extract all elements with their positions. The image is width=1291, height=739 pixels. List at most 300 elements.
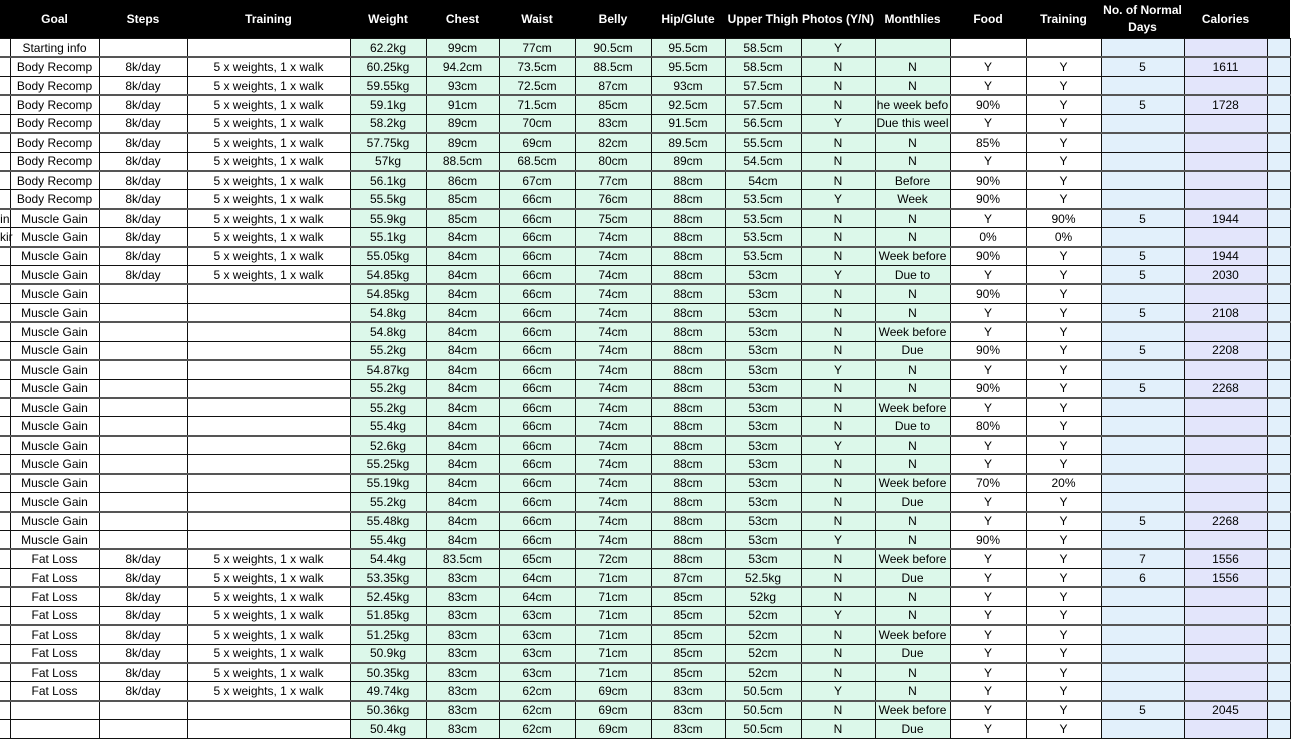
cell-calories[interactable] bbox=[1184, 417, 1267, 436]
cell-steps[interactable]: 8k/day bbox=[99, 171, 187, 190]
cell-training-adherence[interactable]: 0% bbox=[1026, 228, 1101, 247]
cell-upper-thigh[interactable]: 53cm bbox=[725, 303, 801, 322]
cell-hip-glute[interactable]: 83cm bbox=[651, 682, 725, 701]
cell-goal[interactable] bbox=[10, 720, 99, 738]
cell-belly[interactable]: 71cm bbox=[575, 663, 651, 682]
cell-monthlies[interactable]: N bbox=[875, 284, 950, 303]
cell-hip-glute[interactable]: 83cm bbox=[651, 720, 725, 738]
cell-steps[interactable]: 8k/day bbox=[99, 209, 187, 228]
cell-training[interactable] bbox=[187, 398, 350, 417]
cell-waist[interactable]: 66cm bbox=[499, 360, 575, 379]
cell-chest[interactable]: 85cm bbox=[426, 209, 499, 228]
cell-chest[interactable]: 84cm bbox=[426, 398, 499, 417]
cell-photos[interactable]: N bbox=[801, 417, 875, 436]
cell-training-adherence[interactable]: Y bbox=[1026, 360, 1101, 379]
cell-training[interactable] bbox=[187, 303, 350, 322]
cell-waist[interactable]: 62cm bbox=[499, 682, 575, 701]
cell-goal[interactable]: Fat Loss bbox=[10, 644, 99, 663]
cell-photos[interactable]: N bbox=[801, 568, 875, 587]
cell-extra[interactable] bbox=[1267, 530, 1290, 549]
cell-weight[interactable]: 55.4kg bbox=[350, 417, 426, 436]
cell-chest[interactable]: 84cm bbox=[426, 303, 499, 322]
cell-training-adherence[interactable]: Y bbox=[1026, 171, 1101, 190]
cell-row-marker[interactable] bbox=[0, 322, 10, 341]
cell-normal-days[interactable]: 7 bbox=[1101, 549, 1184, 568]
cell-steps[interactable]: 8k/day bbox=[99, 114, 187, 133]
cell-upper-thigh[interactable]: 53cm bbox=[725, 549, 801, 568]
cell-extra[interactable] bbox=[1267, 493, 1290, 512]
cell-extra[interactable] bbox=[1267, 266, 1290, 285]
cell-hip-glute[interactable]: 88cm bbox=[651, 228, 725, 247]
cell-chest[interactable]: 83cm bbox=[426, 720, 499, 738]
cell-weight[interactable]: 52.45kg bbox=[350, 587, 426, 606]
cell-food[interactable]: Y bbox=[950, 303, 1026, 322]
cell-extra[interactable] bbox=[1267, 95, 1290, 114]
cell-steps[interactable] bbox=[99, 720, 187, 738]
cell-extra[interactable] bbox=[1267, 625, 1290, 644]
cell-calories[interactable] bbox=[1184, 190, 1267, 209]
cell-hip-glute[interactable]: 88cm bbox=[651, 512, 725, 531]
cell-belly[interactable]: 82cm bbox=[575, 133, 651, 152]
cell-training-adherence[interactable]: Y bbox=[1026, 587, 1101, 606]
cell-monthlies[interactable]: Week before bbox=[875, 322, 950, 341]
cell-chest[interactable]: 84cm bbox=[426, 530, 499, 549]
cell-waist[interactable]: 62cm bbox=[499, 701, 575, 720]
cell-hip-glute[interactable]: 88cm bbox=[651, 360, 725, 379]
cell-belly[interactable]: 74cm bbox=[575, 247, 651, 266]
cell-food[interactable]: Y bbox=[950, 663, 1026, 682]
cell-extra[interactable] bbox=[1267, 436, 1290, 455]
cell-extra[interactable] bbox=[1267, 682, 1290, 701]
cell-monthlies[interactable]: N bbox=[875, 152, 950, 171]
cell-normal-days[interactable]: 5 bbox=[1101, 57, 1184, 76]
cell-food[interactable]: Y bbox=[950, 57, 1026, 76]
cell-steps[interactable]: 8k/day bbox=[99, 190, 187, 209]
cell-hip-glute[interactable]: 88cm bbox=[651, 247, 725, 266]
cell-extra[interactable] bbox=[1267, 303, 1290, 322]
cell-weight[interactable]: 50.35kg bbox=[350, 663, 426, 682]
cell-steps[interactable] bbox=[99, 512, 187, 531]
cell-photos[interactable]: N bbox=[801, 228, 875, 247]
cell-normal-days[interactable] bbox=[1101, 228, 1184, 247]
column-header-training-adherence[interactable]: Training bbox=[1026, 0, 1101, 39]
column-header-training[interactable]: Training bbox=[187, 0, 350, 39]
cell-extra[interactable] bbox=[1267, 57, 1290, 76]
cell-weight[interactable]: 55.25kg bbox=[350, 455, 426, 474]
cell-photos[interactable]: N bbox=[801, 152, 875, 171]
cell-normal-days[interactable]: 6 bbox=[1101, 568, 1184, 587]
cell-belly[interactable]: 74cm bbox=[575, 266, 651, 285]
cell-weight[interactable]: 51.85kg bbox=[350, 606, 426, 625]
cell-calories[interactable] bbox=[1184, 133, 1267, 152]
cell-hip-glute[interactable]: 95.5cm bbox=[651, 39, 725, 58]
cell-weight[interactable]: 51.25kg bbox=[350, 625, 426, 644]
cell-monthlies[interactable]: N bbox=[875, 228, 950, 247]
cell-chest[interactable]: 85cm bbox=[426, 190, 499, 209]
cell-photos[interactable]: N bbox=[801, 493, 875, 512]
cell-photos[interactable]: Y bbox=[801, 530, 875, 549]
cell-waist[interactable]: 66cm bbox=[499, 530, 575, 549]
cell-extra[interactable] bbox=[1267, 76, 1290, 95]
cell-upper-thigh[interactable]: 54cm bbox=[725, 171, 801, 190]
cell-chest[interactable]: 99cm bbox=[426, 39, 499, 58]
cell-goal[interactable]: Fat Loss bbox=[10, 663, 99, 682]
cell-goal[interactable]: Body Recomp bbox=[10, 190, 99, 209]
cell-weight[interactable]: 54.85kg bbox=[350, 266, 426, 285]
cell-calories[interactable]: 1944 bbox=[1184, 247, 1267, 266]
column-header-food[interactable]: Food bbox=[950, 0, 1026, 39]
cell-training-adherence[interactable]: Y bbox=[1026, 266, 1101, 285]
cell-food[interactable]: Y bbox=[950, 720, 1026, 738]
cell-goal[interactable]: Body Recomp bbox=[10, 57, 99, 76]
cell-monthlies[interactable]: Due bbox=[875, 720, 950, 738]
cell-training-adherence[interactable]: Y bbox=[1026, 530, 1101, 549]
cell-training-adherence[interactable]: Y bbox=[1026, 398, 1101, 417]
cell-calories[interactable] bbox=[1184, 720, 1267, 738]
cell-waist[interactable]: 66cm bbox=[499, 209, 575, 228]
cell-photos[interactable]: N bbox=[801, 379, 875, 398]
cell-upper-thigh[interactable]: 53cm bbox=[725, 417, 801, 436]
cell-training[interactable]: 5 x weights, 1 x walk bbox=[187, 549, 350, 568]
cell-chest[interactable]: 84cm bbox=[426, 247, 499, 266]
cell-calories[interactable]: 1728 bbox=[1184, 95, 1267, 114]
cell-belly[interactable]: 74cm bbox=[575, 474, 651, 493]
cell-calories[interactable] bbox=[1184, 39, 1267, 58]
cell-photos[interactable]: N bbox=[801, 398, 875, 417]
cell-photos[interactable]: N bbox=[801, 549, 875, 568]
cell-steps[interactable]: 8k/day bbox=[99, 587, 187, 606]
cell-food[interactable]: Y bbox=[950, 436, 1026, 455]
cell-upper-thigh[interactable]: 56.5cm bbox=[725, 114, 801, 133]
cell-extra[interactable] bbox=[1267, 171, 1290, 190]
cell-extra[interactable] bbox=[1267, 379, 1290, 398]
cell-belly[interactable]: 72cm bbox=[575, 549, 651, 568]
cell-food[interactable]: Y bbox=[950, 114, 1026, 133]
cell-hip-glute[interactable]: 95.5cm bbox=[651, 57, 725, 76]
cell-waist[interactable]: 66cm bbox=[499, 474, 575, 493]
cell-upper-thigh[interactable]: 54.5cm bbox=[725, 152, 801, 171]
cell-steps[interactable]: 8k/day bbox=[99, 625, 187, 644]
cell-calories[interactable] bbox=[1184, 360, 1267, 379]
cell-chest[interactable]: 84cm bbox=[426, 322, 499, 341]
cell-training-adherence[interactable]: Y bbox=[1026, 493, 1101, 512]
cell-normal-days[interactable]: 5 bbox=[1101, 512, 1184, 531]
cell-food[interactable]: 90% bbox=[950, 171, 1026, 190]
cell-chest[interactable]: 84cm bbox=[426, 266, 499, 285]
cell-monthlies[interactable]: N bbox=[875, 436, 950, 455]
cell-photos[interactable]: N bbox=[801, 284, 875, 303]
cell-belly[interactable]: 74cm bbox=[575, 417, 651, 436]
cell-calories[interactable] bbox=[1184, 228, 1267, 247]
cell-goal[interactable]: Fat Loss bbox=[10, 682, 99, 701]
cell-weight[interactable]: 55.2kg bbox=[350, 379, 426, 398]
cell-calories[interactable] bbox=[1184, 493, 1267, 512]
cell-goal[interactable]: Body Recomp bbox=[10, 171, 99, 190]
cell-belly[interactable]: 74cm bbox=[575, 228, 651, 247]
cell-belly[interactable]: 74cm bbox=[575, 360, 651, 379]
cell-weight[interactable]: 53.35kg bbox=[350, 568, 426, 587]
cell-monthlies[interactable]: Before bbox=[875, 171, 950, 190]
cell-hip-glute[interactable]: 88cm bbox=[651, 209, 725, 228]
cell-training[interactable]: 5 x weights, 1 x walk bbox=[187, 209, 350, 228]
cell-hip-glute[interactable]: 89cm bbox=[651, 152, 725, 171]
cell-training[interactable]: 5 x weights, 1 x walk bbox=[187, 228, 350, 247]
column-header-chest[interactable]: Chest bbox=[426, 0, 499, 39]
cell-hip-glute[interactable]: 88cm bbox=[651, 530, 725, 549]
cell-food[interactable] bbox=[950, 39, 1026, 58]
cell-waist[interactable]: 66cm bbox=[499, 266, 575, 285]
cell-training-adherence[interactable]: Y bbox=[1026, 682, 1101, 701]
cell-hip-glute[interactable]: 88cm bbox=[651, 303, 725, 322]
cell-training-adherence[interactable]: Y bbox=[1026, 701, 1101, 720]
cell-belly[interactable]: 71cm bbox=[575, 568, 651, 587]
cell-food[interactable]: Y bbox=[950, 644, 1026, 663]
cell-waist[interactable]: 66cm bbox=[499, 228, 575, 247]
cell-row-marker[interactable] bbox=[0, 493, 10, 512]
cell-waist[interactable]: 66cm bbox=[499, 190, 575, 209]
cell-steps[interactable] bbox=[99, 379, 187, 398]
cell-normal-days[interactable] bbox=[1101, 606, 1184, 625]
cell-row-marker[interactable] bbox=[0, 568, 10, 587]
cell-goal[interactable]: Body Recomp bbox=[10, 114, 99, 133]
cell-weight[interactable]: 54.87kg bbox=[350, 360, 426, 379]
cell-training-adherence[interactable]: Y bbox=[1026, 720, 1101, 738]
cell-extra[interactable] bbox=[1267, 606, 1290, 625]
cell-belly[interactable]: 74cm bbox=[575, 455, 651, 474]
cell-training-adherence[interactable] bbox=[1026, 39, 1101, 58]
cell-monthlies[interactable]: Week before bbox=[875, 398, 950, 417]
cell-hip-glute[interactable]: 85cm bbox=[651, 644, 725, 663]
cell-row-marker[interactable] bbox=[0, 247, 10, 266]
cell-monthlies[interactable]: Week before bbox=[875, 701, 950, 720]
cell-row-marker[interactable] bbox=[0, 398, 10, 417]
cell-training-adherence[interactable]: Y bbox=[1026, 455, 1101, 474]
cell-waist[interactable]: 77cm bbox=[499, 39, 575, 58]
cell-steps[interactable]: 8k/day bbox=[99, 644, 187, 663]
cell-upper-thigh[interactable]: 53cm bbox=[725, 322, 801, 341]
cell-belly[interactable]: 77cm bbox=[575, 171, 651, 190]
cell-steps[interactable]: 8k/day bbox=[99, 133, 187, 152]
cell-food[interactable]: Y bbox=[950, 568, 1026, 587]
cell-belly[interactable]: 74cm bbox=[575, 284, 651, 303]
cell-photos[interactable]: Y bbox=[801, 114, 875, 133]
cell-normal-days[interactable]: 5 bbox=[1101, 247, 1184, 266]
cell-goal[interactable]: Fat Loss bbox=[10, 549, 99, 568]
cell-belly[interactable]: 71cm bbox=[575, 587, 651, 606]
cell-training-adherence[interactable]: Y bbox=[1026, 606, 1101, 625]
cell-waist[interactable]: 63cm bbox=[499, 625, 575, 644]
cell-upper-thigh[interactable]: 53cm bbox=[725, 455, 801, 474]
cell-training[interactable]: 5 x weights, 1 x walk bbox=[187, 587, 350, 606]
cell-belly[interactable]: 85cm bbox=[575, 95, 651, 114]
cell-steps[interactable] bbox=[99, 493, 187, 512]
cell-calories[interactable] bbox=[1184, 625, 1267, 644]
cell-weight[interactable]: 57.75kg bbox=[350, 133, 426, 152]
cell-extra[interactable] bbox=[1267, 133, 1290, 152]
cell-chest[interactable]: 93cm bbox=[426, 76, 499, 95]
cell-waist[interactable]: 66cm bbox=[499, 493, 575, 512]
cell-row-marker[interactable] bbox=[0, 436, 10, 455]
cell-row-marker[interactable] bbox=[0, 76, 10, 95]
cell-row-marker[interactable] bbox=[0, 549, 10, 568]
cell-chest[interactable]: 83cm bbox=[426, 568, 499, 587]
cell-waist[interactable]: 66cm bbox=[499, 455, 575, 474]
cell-normal-days[interactable] bbox=[1101, 625, 1184, 644]
cell-row-marker[interactable] bbox=[0, 530, 10, 549]
cell-upper-thigh[interactable]: 53cm bbox=[725, 398, 801, 417]
cell-row-marker[interactable] bbox=[0, 284, 10, 303]
cell-training-adherence[interactable]: Y bbox=[1026, 379, 1101, 398]
cell-training[interactable] bbox=[187, 720, 350, 738]
cell-monthlies[interactable]: Due bbox=[875, 341, 950, 360]
cell-waist[interactable]: 71.5cm bbox=[499, 95, 575, 114]
cell-belly[interactable]: 69cm bbox=[575, 720, 651, 738]
cell-hip-glute[interactable]: 88cm bbox=[651, 455, 725, 474]
cell-normal-days[interactable] bbox=[1101, 644, 1184, 663]
cell-extra[interactable] bbox=[1267, 663, 1290, 682]
cell-steps[interactable]: 8k/day bbox=[99, 568, 187, 587]
cell-normal-days[interactable] bbox=[1101, 284, 1184, 303]
cell-photos[interactable]: N bbox=[801, 512, 875, 531]
column-header-weight[interactable]: Weight bbox=[350, 0, 426, 39]
cell-training-adherence[interactable]: Y bbox=[1026, 152, 1101, 171]
cell-weight[interactable]: 50.4kg bbox=[350, 720, 426, 738]
cell-normal-days[interactable] bbox=[1101, 76, 1184, 95]
cell-training-adherence[interactable]: Y bbox=[1026, 322, 1101, 341]
column-header-normal-days[interactable]: No. of Normal Days bbox=[1101, 0, 1184, 39]
column-header-calories[interactable]: Calories bbox=[1184, 0, 1267, 39]
cell-monthlies[interactable]: Due this weel bbox=[875, 114, 950, 133]
column-header-upper-thigh[interactable]: Upper Thigh bbox=[725, 0, 801, 39]
cell-extra[interactable] bbox=[1267, 644, 1290, 663]
cell-photos[interactable]: N bbox=[801, 303, 875, 322]
cell-extra[interactable] bbox=[1267, 284, 1290, 303]
cell-training-adherence[interactable]: Y bbox=[1026, 549, 1101, 568]
cell-row-marker[interactable] bbox=[0, 379, 10, 398]
cell-upper-thigh[interactable]: 52.5kg bbox=[725, 568, 801, 587]
cell-steps[interactable] bbox=[99, 455, 187, 474]
cell-chest[interactable]: 84cm bbox=[426, 512, 499, 531]
cell-food[interactable]: Y bbox=[950, 209, 1026, 228]
cell-row-marker[interactable] bbox=[0, 455, 10, 474]
cell-monthlies[interactable]: he week befo bbox=[875, 95, 950, 114]
cell-upper-thigh[interactable]: 57.5cm bbox=[725, 95, 801, 114]
cell-upper-thigh[interactable]: 53cm bbox=[725, 379, 801, 398]
cell-hip-glute[interactable]: 88cm bbox=[651, 190, 725, 209]
cell-hip-glute[interactable]: 83cm bbox=[651, 701, 725, 720]
cell-food[interactable]: Y bbox=[950, 455, 1026, 474]
cell-weight[interactable]: 55.5kg bbox=[350, 190, 426, 209]
cell-photos[interactable]: N bbox=[801, 720, 875, 738]
cell-row-marker[interactable] bbox=[0, 95, 10, 114]
cell-training-adherence[interactable]: Y bbox=[1026, 625, 1101, 644]
cell-row-marker[interactable] bbox=[0, 512, 10, 531]
cell-upper-thigh[interactable]: 58.5cm bbox=[725, 39, 801, 58]
cell-belly[interactable]: 83cm bbox=[575, 114, 651, 133]
cell-calories[interactable]: 2045 bbox=[1184, 701, 1267, 720]
cell-waist[interactable]: 65cm bbox=[499, 549, 575, 568]
cell-extra[interactable] bbox=[1267, 341, 1290, 360]
cell-monthlies[interactable] bbox=[875, 39, 950, 58]
cell-chest[interactable]: 83cm bbox=[426, 644, 499, 663]
cell-belly[interactable]: 74cm bbox=[575, 530, 651, 549]
cell-training[interactable]: 5 x weights, 1 x walk bbox=[187, 133, 350, 152]
cell-goal[interactable]: Muscle Gain bbox=[10, 379, 99, 398]
cell-chest[interactable]: 89cm bbox=[426, 114, 499, 133]
cell-upper-thigh[interactable]: 53cm bbox=[725, 284, 801, 303]
cell-row-marker[interactable] bbox=[0, 606, 10, 625]
cell-waist[interactable]: 66cm bbox=[499, 247, 575, 266]
cell-weight[interactable]: 57kg bbox=[350, 152, 426, 171]
cell-goal[interactable]: Body Recomp bbox=[10, 76, 99, 95]
cell-extra[interactable] bbox=[1267, 701, 1290, 720]
cell-photos[interactable]: Y bbox=[801, 266, 875, 285]
cell-waist[interactable]: 63cm bbox=[499, 663, 575, 682]
column-header-photos[interactable]: Photos (Y/N) bbox=[801, 0, 875, 39]
cell-waist[interactable]: 66cm bbox=[499, 379, 575, 398]
cell-waist[interactable]: 66cm bbox=[499, 417, 575, 436]
cell-steps[interactable] bbox=[99, 284, 187, 303]
cell-belly[interactable]: 80cm bbox=[575, 152, 651, 171]
cell-photos[interactable]: Y bbox=[801, 436, 875, 455]
cell-chest[interactable]: 84cm bbox=[426, 341, 499, 360]
cell-training[interactable] bbox=[187, 455, 350, 474]
cell-steps[interactable]: 8k/day bbox=[99, 606, 187, 625]
cell-food[interactable]: 90% bbox=[950, 247, 1026, 266]
cell-hip-glute[interactable]: 88cm bbox=[651, 322, 725, 341]
cell-upper-thigh[interactable]: 58.5cm bbox=[725, 57, 801, 76]
cell-normal-days[interactable]: 5 bbox=[1101, 209, 1184, 228]
cell-monthlies[interactable]: N bbox=[875, 455, 950, 474]
cell-upper-thigh[interactable]: 53.5cm bbox=[725, 209, 801, 228]
cell-normal-days[interactable] bbox=[1101, 720, 1184, 738]
cell-steps[interactable]: 8k/day bbox=[99, 549, 187, 568]
cell-hip-glute[interactable]: 88cm bbox=[651, 436, 725, 455]
cell-normal-days[interactable] bbox=[1101, 530, 1184, 549]
cell-training[interactable] bbox=[187, 379, 350, 398]
cell-upper-thigh[interactable]: 53.5cm bbox=[725, 190, 801, 209]
cell-upper-thigh[interactable]: 53.5cm bbox=[725, 247, 801, 266]
cell-monthlies[interactable]: Due to bbox=[875, 417, 950, 436]
cell-row-marker[interactable] bbox=[0, 39, 10, 58]
cell-goal[interactable]: Muscle Gain bbox=[10, 530, 99, 549]
cell-training[interactable] bbox=[187, 493, 350, 512]
cell-weight[interactable]: 49.74kg bbox=[350, 682, 426, 701]
cell-waist[interactable]: 63cm bbox=[499, 606, 575, 625]
cell-upper-thigh[interactable]: 53cm bbox=[725, 474, 801, 493]
cell-food[interactable]: Y bbox=[950, 682, 1026, 701]
cell-photos[interactable]: Y bbox=[801, 682, 875, 701]
cell-weight[interactable]: 55.2kg bbox=[350, 493, 426, 512]
cell-training-adherence[interactable]: Y bbox=[1026, 568, 1101, 587]
cell-extra[interactable] bbox=[1267, 190, 1290, 209]
cell-calories[interactable] bbox=[1184, 663, 1267, 682]
cell-belly[interactable]: 71cm bbox=[575, 606, 651, 625]
cell-chest[interactable]: 84cm bbox=[426, 455, 499, 474]
cell-waist[interactable]: 70cm bbox=[499, 114, 575, 133]
cell-photos[interactable]: N bbox=[801, 95, 875, 114]
cell-upper-thigh[interactable]: 50.5cm bbox=[725, 682, 801, 701]
cell-training[interactable] bbox=[187, 530, 350, 549]
cell-chest[interactable]: 91cm bbox=[426, 95, 499, 114]
cell-calories[interactable]: 1611 bbox=[1184, 57, 1267, 76]
cell-photos[interactable]: N bbox=[801, 209, 875, 228]
cell-monthlies[interactable]: N bbox=[875, 663, 950, 682]
cell-row-marker[interactable] bbox=[0, 360, 10, 379]
cell-upper-thigh[interactable]: 52kg bbox=[725, 587, 801, 606]
cell-row-marker[interactable] bbox=[0, 266, 10, 285]
cell-training-adherence[interactable]: Y bbox=[1026, 76, 1101, 95]
